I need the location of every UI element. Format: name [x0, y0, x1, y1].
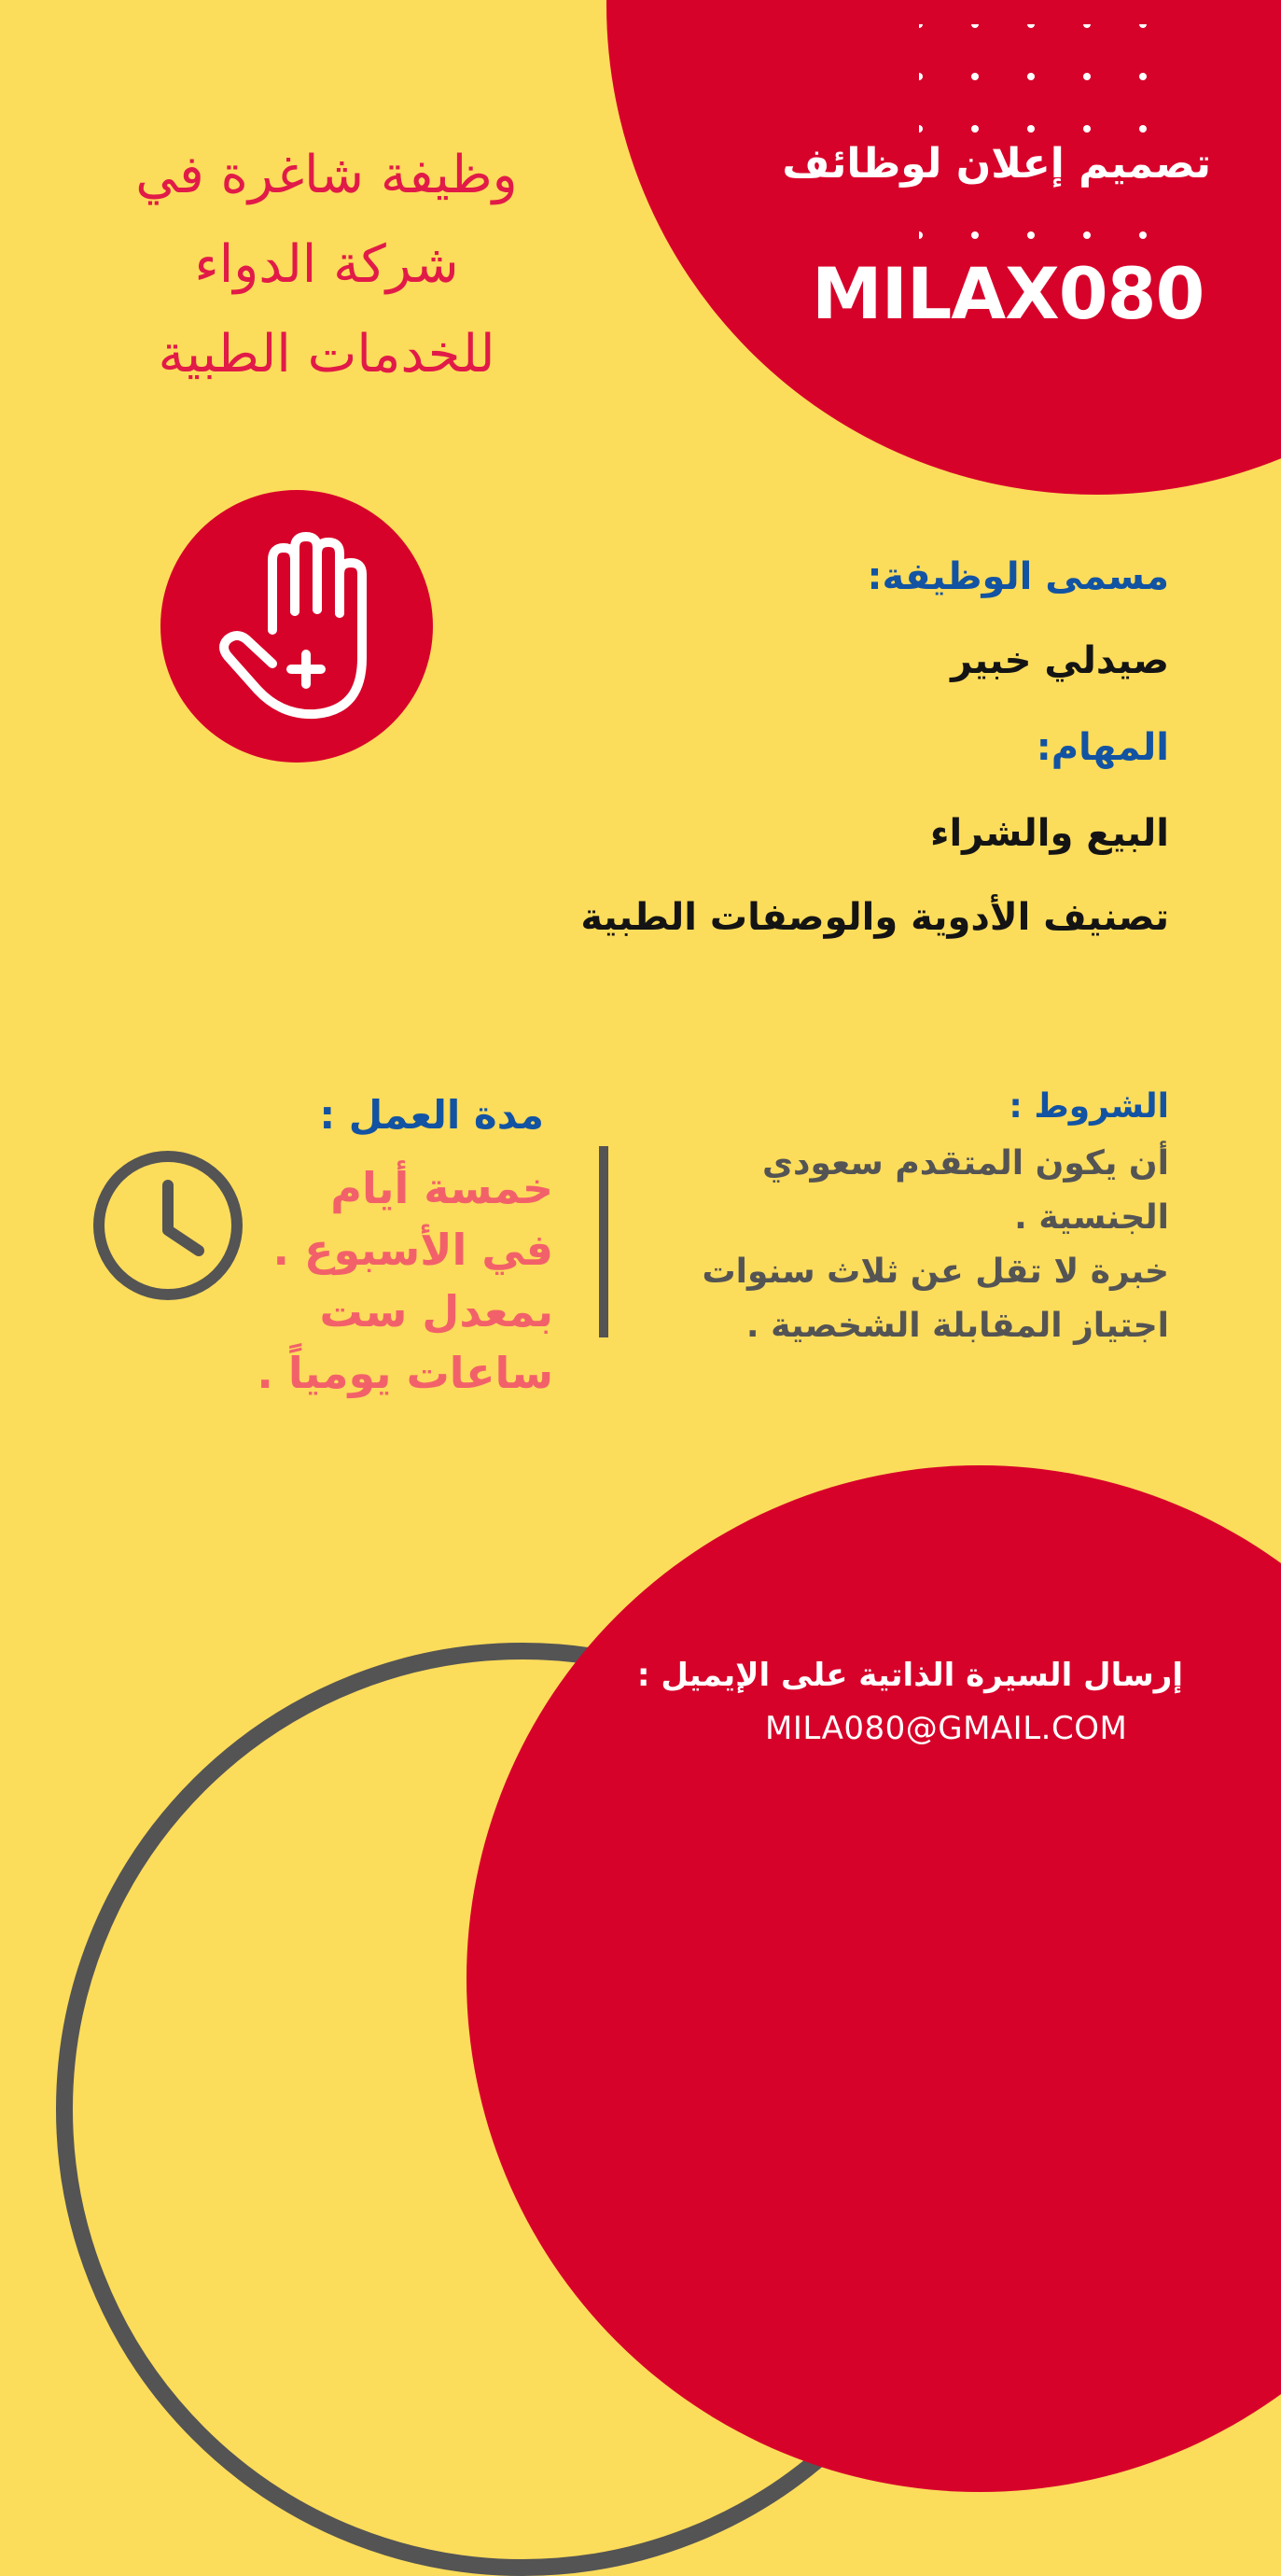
condition-line: خبرة لا تقل عن ثلاث سنوات	[702, 1253, 1169, 1291]
task-item: البيع والشراء	[930, 812, 1169, 855]
vertical-divider	[599, 1146, 608, 1337]
condition-line: الجنسية .	[1014, 1198, 1169, 1237]
tasks-label: المهام:	[1036, 726, 1169, 769]
hand-plus-icon	[160, 490, 433, 763]
dot-grid-decoration	[919, 24, 1162, 248]
condition-line: أن يكون المتقدم سعودي	[762, 1144, 1169, 1183]
duration-line: خمسة أيام	[330, 1163, 553, 1213]
headline-line-2: شركة الدواء	[194, 234, 459, 295]
duration-line: ساعات يومياً .	[257, 1348, 553, 1398]
duration-line: بمعدل ست	[319, 1286, 553, 1337]
headline-line-1: وظيفة شاغرة في	[135, 145, 518, 205]
header-title: تصميم إعلان لوظائف	[782, 140, 1211, 188]
header-code: MILAX080	[812, 252, 1204, 335]
cv-submission-label: إرسال السيرة الذاتية على الإيميل :	[636, 1657, 1183, 1694]
duration-label: مدة العمل :	[319, 1092, 544, 1138]
conditions-label: الشروط :	[1009, 1087, 1169, 1126]
clock-icon	[89, 1146, 247, 1305]
contact-email-link[interactable]: MILA080@GMAIL.COM	[765, 1710, 1128, 1747]
hand-icon-badge	[160, 490, 433, 763]
duration-text	[217, 1157, 553, 1404]
headline	[84, 131, 569, 399]
condition-line: اجتياز المقابلة الشخصية .	[745, 1307, 1169, 1345]
duration-line: في الأسبوع .	[272, 1225, 553, 1275]
job-title-value: صيدلي خبير	[951, 639, 1169, 682]
task-item: تصنيف الأدوية والوصفات الطبية	[580, 896, 1169, 939]
job-title-label: مسمى الوظيفة:	[867, 555, 1169, 598]
headline-line-3: للخدمات الطبية	[158, 324, 495, 385]
conditions-list	[647, 1137, 1169, 1353]
